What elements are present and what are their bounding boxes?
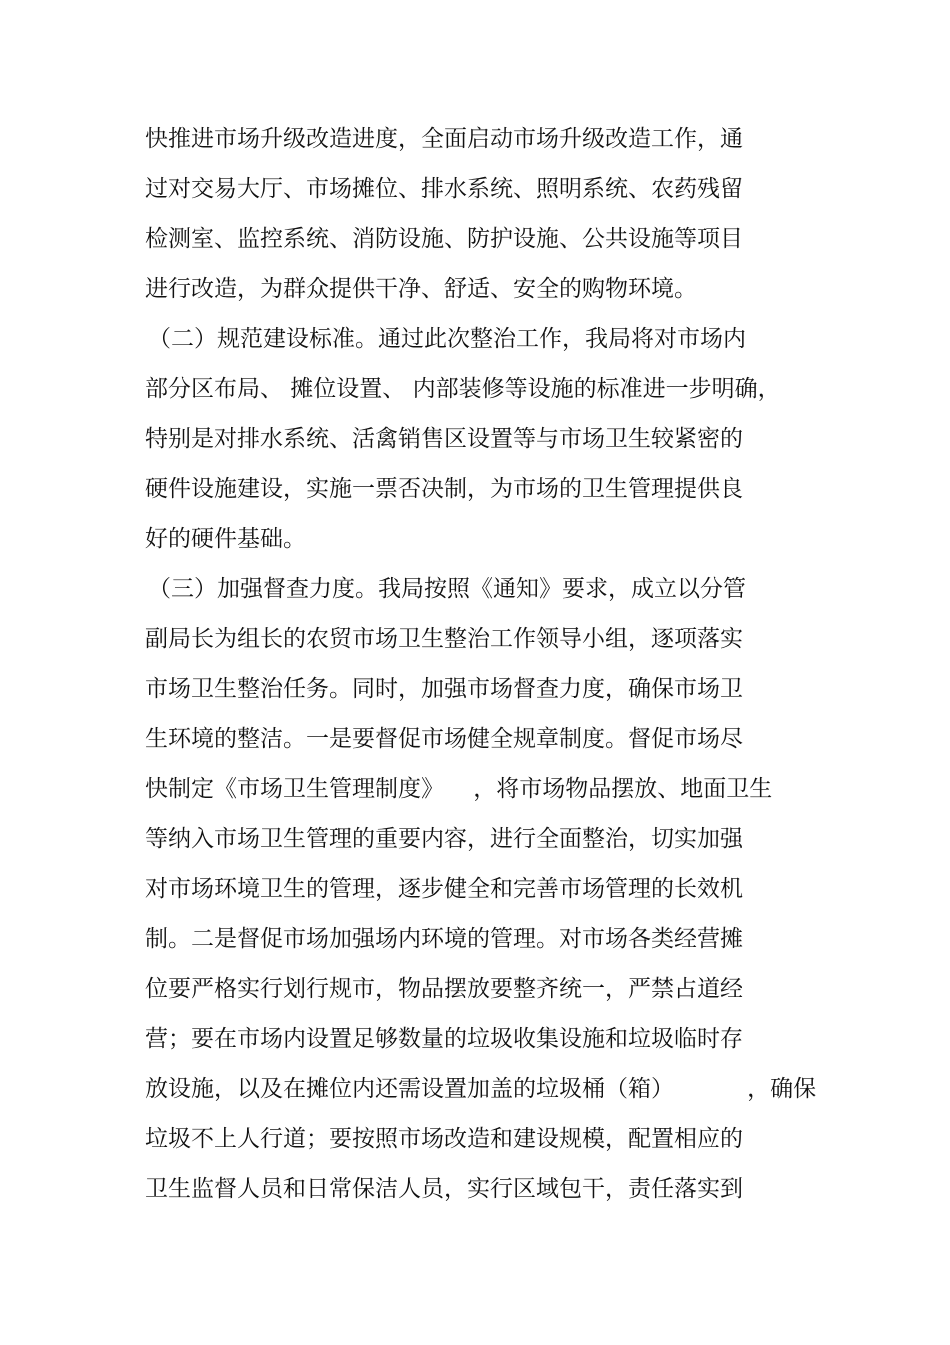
text-line: 好的硬件基础。 xyxy=(145,526,306,552)
text-line: 垃圾不上人行道；要按照市场改造和建设规模，配置相应的 xyxy=(145,1126,743,1152)
text-line: 放设施，以及在摊位内还需设置加盖的垃圾桶（箱） ，确保 xyxy=(145,1076,817,1102)
text-line: 营；要在市场内设置足够数量的垃圾收集设施和垃圾临时存 xyxy=(145,1026,743,1052)
text-line: 等纳入市场卫生管理的重要内容，进行全面整治，切实加强 xyxy=(145,826,743,852)
text-line: 快推进市场升级改造进度，全面启动市场升级改造工作，通 xyxy=(145,126,743,152)
text-line: 特别是对排水系统、活禽销售区设置等与市场卫生较紧密的 xyxy=(145,426,743,452)
text-line: 检测室、监控系统、消防设施、防护设施、公共设施等项目 xyxy=(145,226,743,252)
text-line: 生环境的整洁。一是要督促市场健全规章制度。督促市场尽 xyxy=(145,726,743,752)
text-line: 对市场环境卫生的管理，逐步健全和完善市场管理的长效机 xyxy=(145,876,743,902)
text-line: 位要严格实行划行规市，物品摆放要整齐统一，严禁占道经 xyxy=(145,976,743,1002)
text-line: 进行改造，为群众提供干净、舒适、安全的购物环境。 xyxy=(145,276,697,302)
text-line: 市场卫生整治任务。同时，加强市场督查力度，确保市场卫 xyxy=(145,676,743,702)
text-line: 快制定《市场卫生管理制度》 ，将市场物品摆放、地面卫生 xyxy=(145,776,773,802)
text-line: 卫生监督人员和日常保洁人员，实行区域包干，责任落实到 xyxy=(145,1176,743,1202)
text-line: 制。二是督促市场加强场内环境的管理。对市场各类经营摊 xyxy=(145,926,743,952)
text-line: 副局长为组长的农贸市场卫生整治工作领导小组，逐项落实 xyxy=(145,626,743,652)
section-heading-line: （三）加强督查力度。我局按照《通知》要求，成立以分管 xyxy=(148,576,746,602)
text-line: 部分区布局、 摊位设置、 内部装修等设施的标准进一步明确， xyxy=(145,376,781,402)
section-heading-line: （二）规范建设标准。通过此次整治工作，我局将对市场内 xyxy=(148,326,746,352)
text-line: 硬件设施建设，实施一票否决制，为市场的卫生管理提供良 xyxy=(145,476,743,502)
text-line: 过对交易大厅、市场摊位、排水系统、照明系统、农药残留 xyxy=(145,176,743,202)
